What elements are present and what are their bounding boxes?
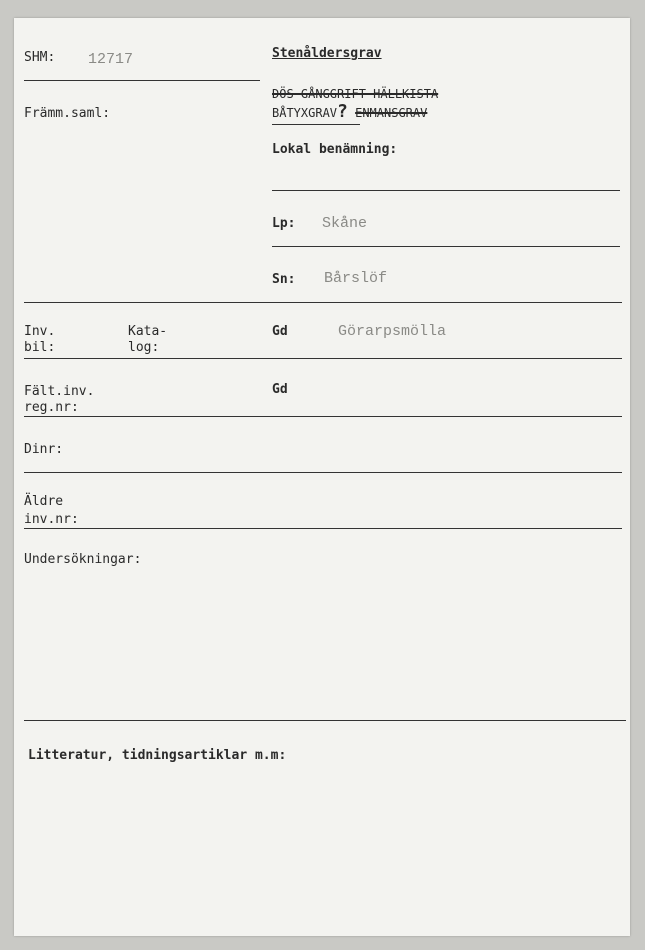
- divider: [24, 80, 260, 81]
- catalog-card: [14, 18, 630, 936]
- inv-bil-label-2: bil:: [24, 340, 56, 355]
- lp-label: Lp:: [272, 216, 296, 231]
- boatax-grave: BÅTYXGRAV: [272, 106, 338, 120]
- aldre-inv-label-1: Äldre: [24, 494, 64, 509]
- sn-label: Sn:: [272, 272, 296, 287]
- divider: [24, 416, 622, 417]
- divider: [24, 720, 626, 721]
- grave-types-line2: [272, 101, 428, 122]
- litteratur-label: Litteratur, tidningsartiklar m.m:: [28, 748, 287, 763]
- sn-value: Bårslöf: [324, 270, 388, 287]
- lp-value: Skåne: [322, 215, 368, 232]
- dinr-label: Dinr:: [24, 442, 64, 457]
- undersokningar-label: Undersökningar:: [24, 552, 142, 567]
- handwritten-underline: [272, 124, 360, 125]
- lokal-benamning-label: Lokal benämning:: [272, 142, 398, 157]
- katalog-label-2: log:: [128, 340, 160, 355]
- gd-value: Görarpsmölla: [338, 323, 447, 340]
- divider: [272, 190, 620, 191]
- divider: [272, 246, 620, 247]
- divider: [24, 302, 622, 303]
- frammande-samling-label: Främm.saml:: [24, 106, 111, 121]
- falt-inv-label-2: reg.nr:: [24, 400, 79, 415]
- falt-inv-label-1: Fält.inv.: [24, 384, 95, 399]
- category-title: Stenåldersgrav: [272, 46, 382, 61]
- aldre-inv-label-2: inv.nr:: [24, 512, 79, 527]
- divider: [24, 358, 622, 359]
- question-mark: ?: [337, 101, 348, 122]
- gd2-label: Gd: [272, 382, 288, 397]
- katalog-label-1: Kata-: [128, 324, 168, 339]
- shm-value: 12717: [88, 51, 134, 68]
- shm-label: SHM:: [24, 50, 56, 65]
- gd-label: Gd: [272, 324, 288, 339]
- divider: [24, 472, 622, 473]
- divider: [24, 528, 622, 529]
- inv-bil-label-1: Inv.: [24, 324, 56, 339]
- grave-types-struck: DÖS GÅNGGRIFT HÄLLKISTA: [272, 87, 439, 101]
- single-grave-struck: ENMANSGRAV: [355, 106, 428, 120]
